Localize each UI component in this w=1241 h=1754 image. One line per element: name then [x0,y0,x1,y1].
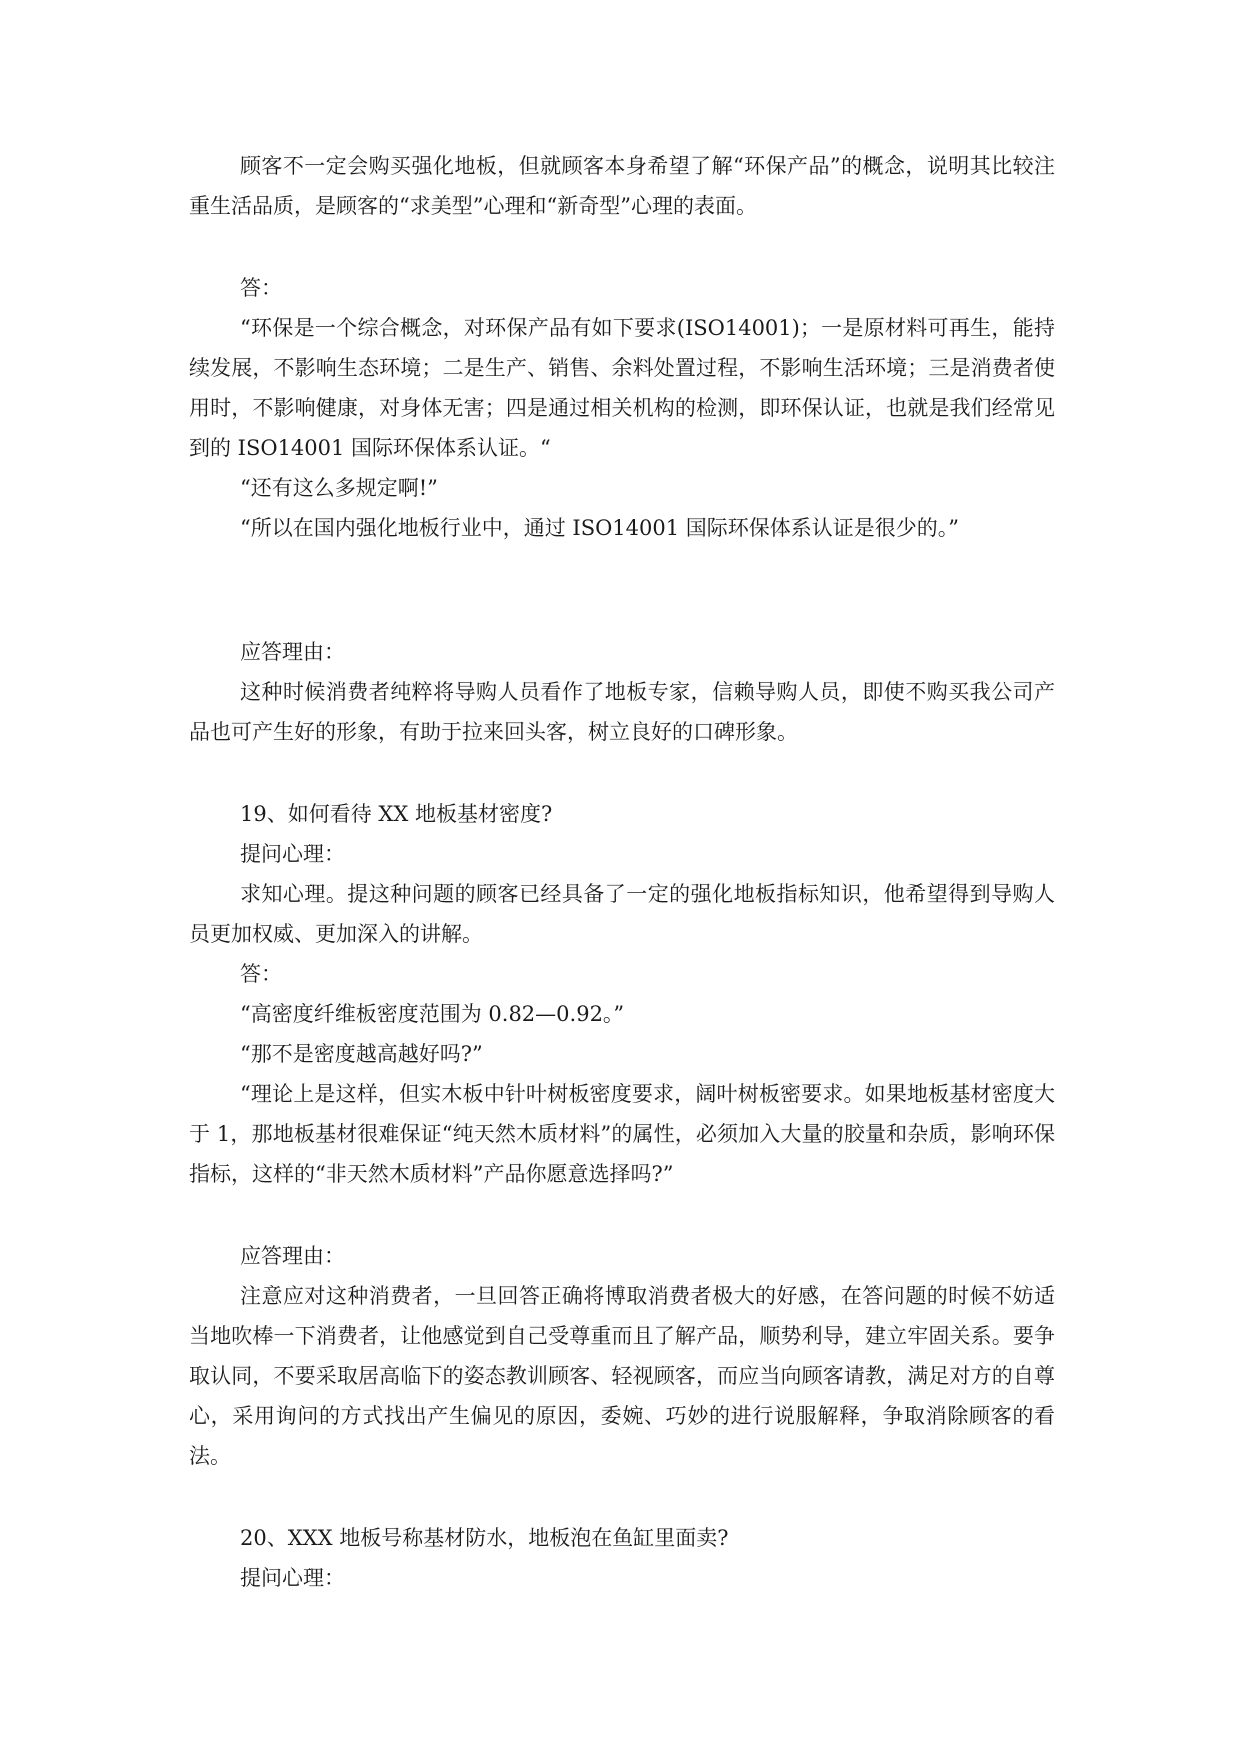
question-19-title: 19、如何看待 XX 地板基材密度? [240,802,553,826]
response-reason-label: 应答理由： [240,640,345,664]
question-psychology-label: 提问心理： [240,842,345,866]
answer-density-theory: “理论上是这样，但实木板中针叶树板密度要求，阔叶树板密要求。如果地板基材密度大于 1，那地板基材很难保证“纯天然木质材料”的属性，必须加入大量的胶量和杂质，影响环保指标，这样的“非天然木质材料”产品你愿意选择吗?” [189,1082,1055,1186]
question-psychology-label: 提问心理： [240,1566,345,1590]
answer-label: 答： [240,962,282,986]
customer-reply: “那不是密度越高越好吗?” [240,1042,483,1066]
paragraph-customer-analysis: 顾客不一定会购买强化地板，但就顾客本身希望了解“环保产品”的概念，说明其比较注重生活品质，是顾客的“求美型”心理和“新奇型”心理的表面。 [189,154,1055,218]
answer-density-range: “高密度纤维板密度范围为 0.82—0.92。” [240,1002,625,1026]
answer-environment-definition: “环保是一个综合概念，对环保产品有如下要求(ISO14001)；一是原材料可再生，能持续发展，不影响生态环境；二是生产、销售、余料处置过程，不影响生活环境；三是消费者使用时，不影响健康，对身体无害；四是通过相关机构的检测，即环保认证，也就是我们经常见到的 ISO14001 国际环保体系认证。“ [189,316,1055,460]
response-reason-text: 这种时候消费者纯粹将导购人员看作了地板专家，信赖导购人员，即使不购买我公司产品也可产生好的形象，有助于拉来回头客，树立良好的口碑形象。 [189,680,1055,744]
response-reason-label: 应答理由： [240,1244,345,1268]
answer-label: 答： [240,276,282,300]
question-psychology-text: 求知心理。提这种问题的顾客已经具备了一定的强化地板指标知识，他希望得到导购人员更加权威、更加深入的讲解。 [189,882,1055,946]
customer-reply: “还有这么多规定啊!” [240,476,438,500]
answer-certification-rare: “所以在国内强化地板行业中，通过 ISO14001 国际环保体系认证是很少的。” [240,516,960,540]
question-20-title: 20、XXX 地板号称基材防水，地板泡在鱼缸里面卖? [240,1526,729,1550]
document-page [189,146,1055,1598]
response-reason-text: 注意应对这种消费者，一旦回答正确将博取消费者极大的好感，在答问题的时候不妨适当地吹棒一下消费者，让他感觉到自己受尊重而且了解产品，顺势利导，建立牢固关系。要争取认同，不要采取居高临下的姿态教训顾客、轻视顾客，而应当向顾客请教，满足对方的自尊心，采用询问的方式找出产生偏见的原因，委婉、巧妙的进行说服解释，争取消除顾客的看法。 [189,1284,1055,1468]
